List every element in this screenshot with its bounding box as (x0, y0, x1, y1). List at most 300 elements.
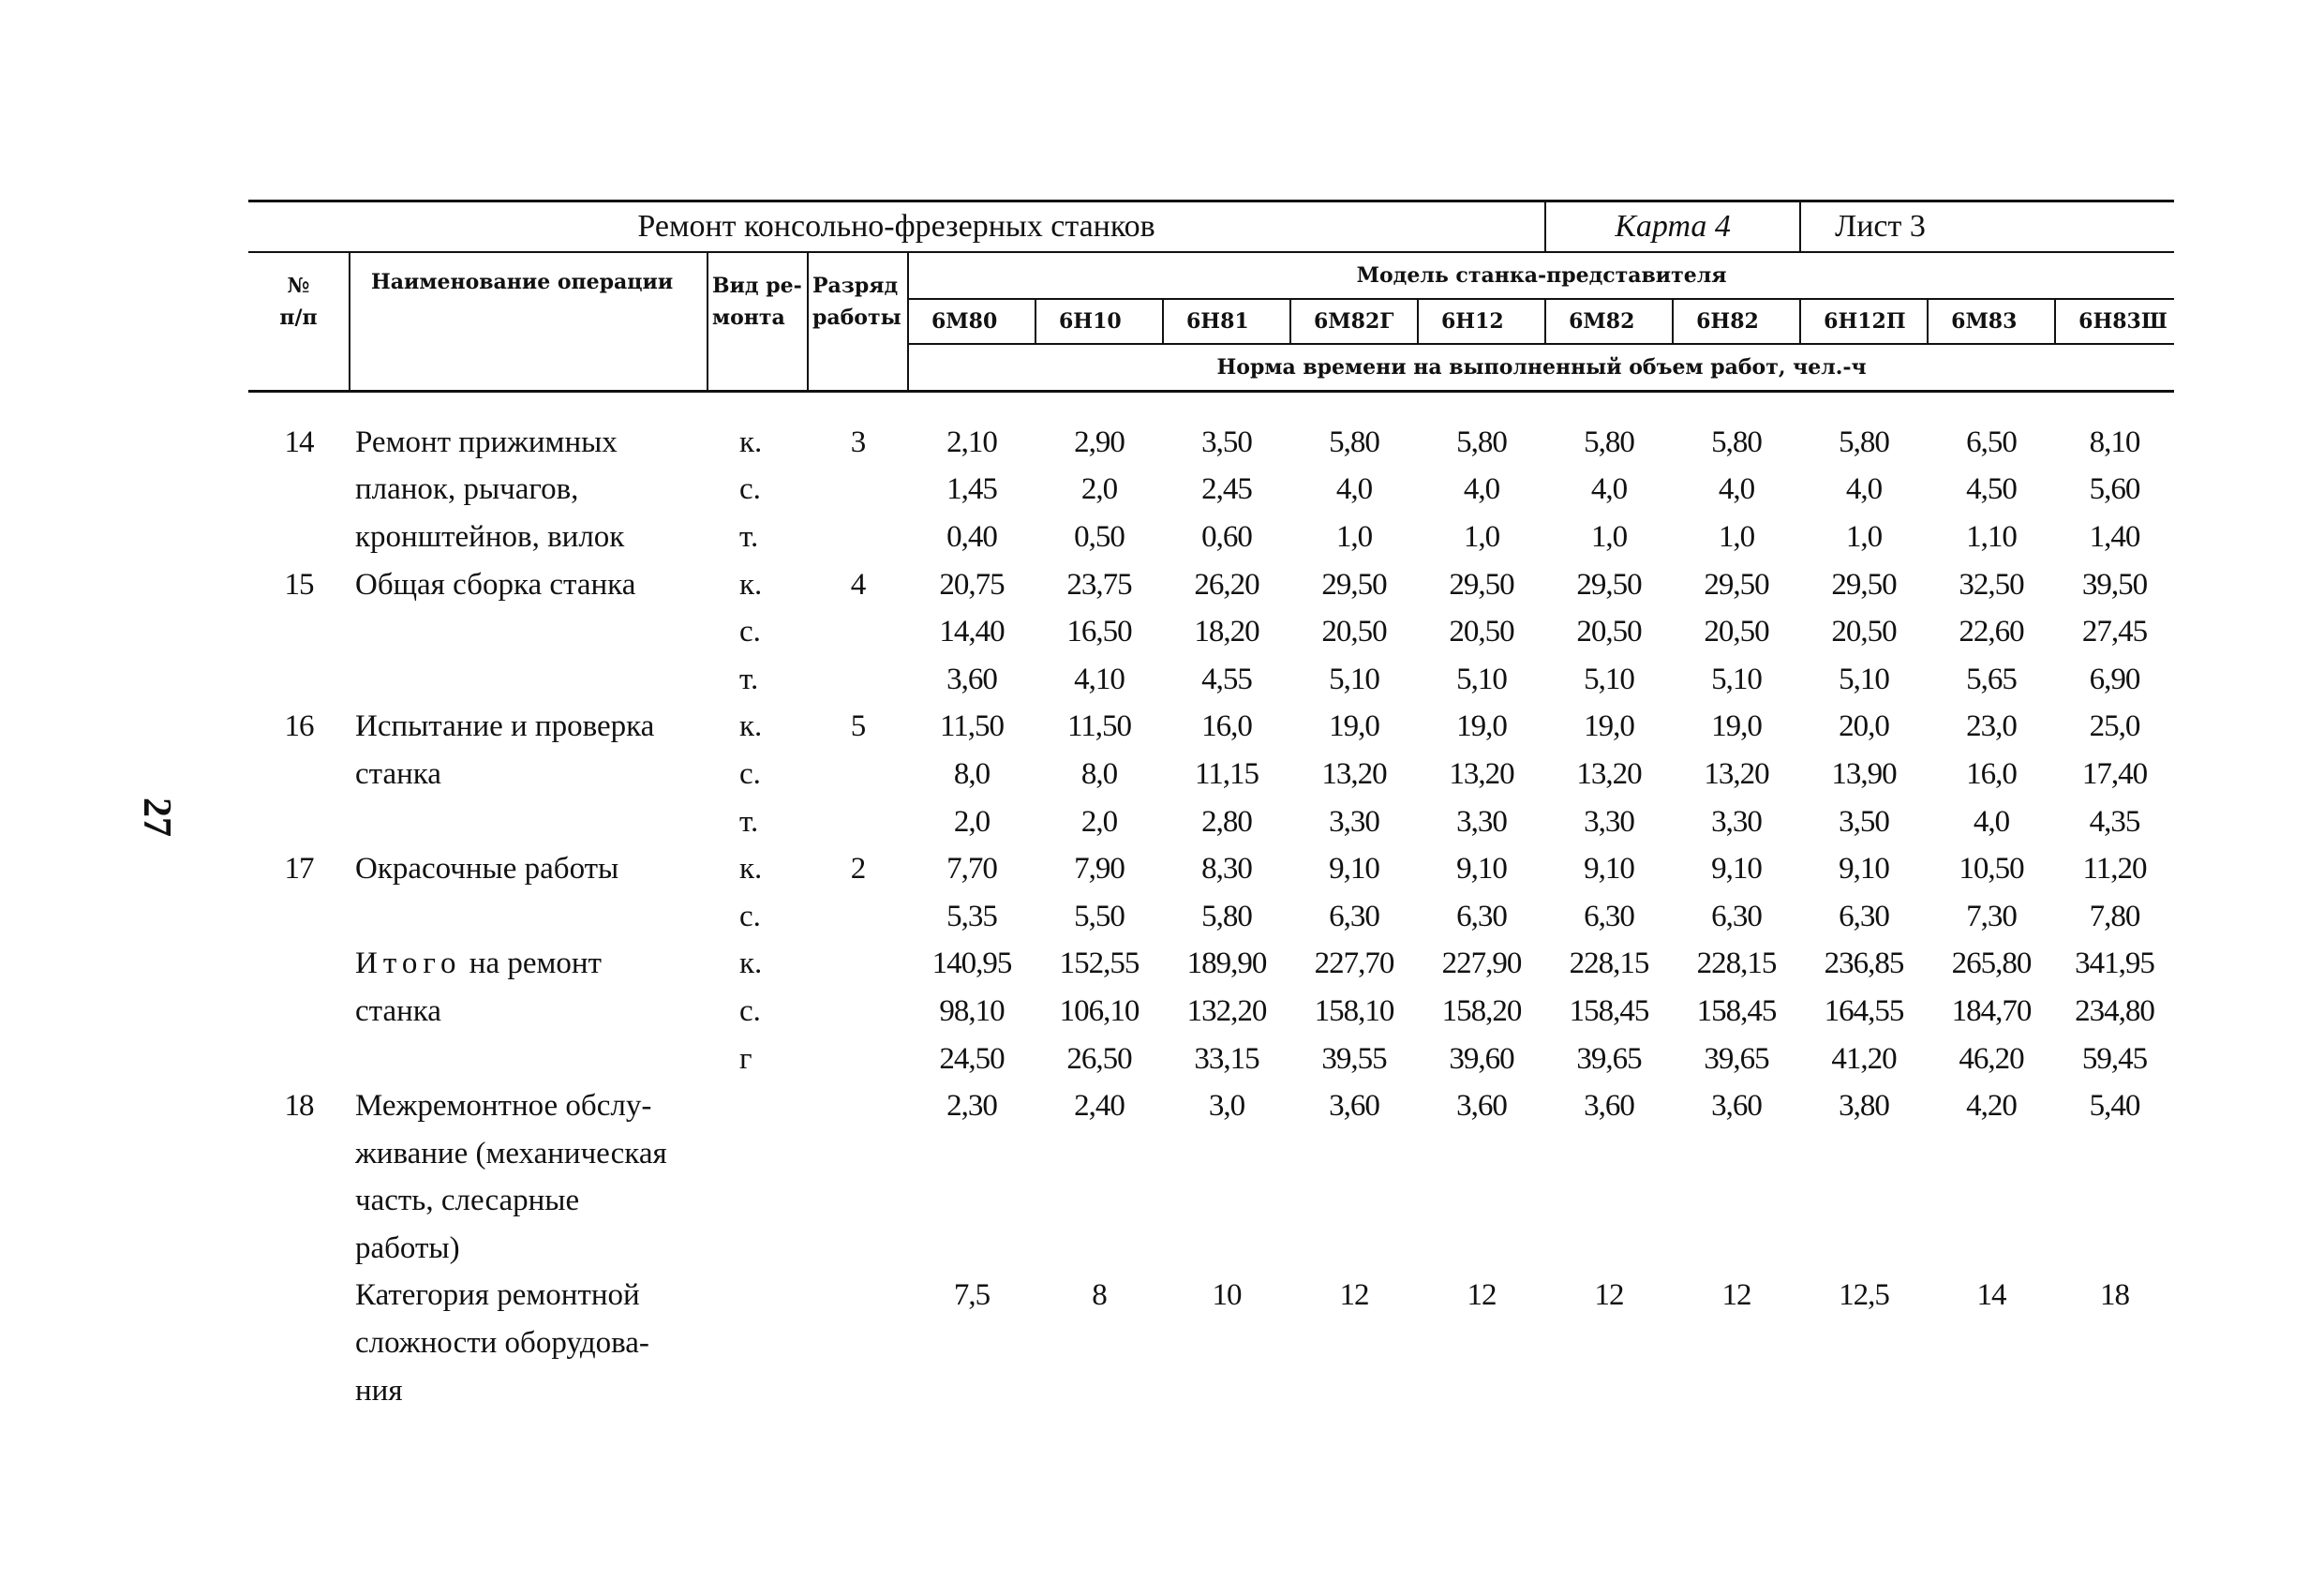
work-grade (808, 608, 908, 656)
row-number (248, 1225, 350, 1273)
norm-value: 6,30 (1584, 899, 1634, 933)
total-value: 26,50 (1066, 1041, 1132, 1076)
norm-value: 5,60 (2089, 472, 2140, 507)
category-value (1418, 1319, 1545, 1367)
category-value (908, 1319, 1035, 1367)
norm-value: 13,20 (1321, 756, 1387, 791)
model-6n10: 6Н10 (1035, 299, 1163, 344)
total-value: 158,45 (1696, 993, 1777, 1028)
norm-value: 9,10 (1456, 852, 1507, 887)
norm-value: 20,50 (1831, 615, 1897, 649)
row-number (248, 1130, 350, 1178)
norm-value: 3,60 (946, 662, 997, 696)
col-kind-header: Вид ре- монта (708, 252, 808, 392)
norm-value: 0,40 (946, 519, 997, 554)
norm-value: 4,0 (1845, 472, 1883, 507)
norm-value: 3,60 (1329, 1089, 1379, 1124)
norm-value: 3,0 (1208, 1089, 1245, 1124)
norm-value: 5,35 (946, 899, 997, 933)
repair-kind (708, 1319, 808, 1367)
work-grade (808, 1367, 908, 1415)
total-value: 236,85 (1824, 947, 1904, 981)
norm-value (1163, 1225, 1290, 1273)
row-number: 16 (284, 709, 314, 744)
norm-value: 26,20 (1194, 567, 1259, 602)
table-row (248, 419, 2174, 467)
norm-table-document (248, 200, 2174, 1414)
norm-value: 5,65 (1966, 662, 2017, 696)
total-value: 341,95 (2075, 947, 2154, 981)
model-6m82: 6М82 (1545, 299, 1673, 344)
norm-value: 5,10 (1456, 662, 1507, 696)
operation-name: Общая сборка станка (355, 567, 636, 602)
norm-value: 11,20 (2082, 852, 2147, 887)
table-row (248, 1319, 2174, 1367)
total-label-spaced: Итого (355, 947, 462, 981)
norm-value: 19,0 (1584, 709, 1634, 744)
norm-value: 4,55 (1201, 662, 1252, 696)
norm-value (1800, 1225, 1928, 1273)
category-value: 18 (2100, 1278, 2129, 1313)
norm-value: 23,0 (1966, 709, 2017, 744)
norm-value: 7,30 (1966, 899, 2017, 933)
category-value: 7,5 (953, 1278, 991, 1313)
category-value: 12 (1721, 1278, 1751, 1313)
norm-value: 3,30 (1584, 804, 1634, 839)
row-number (248, 1319, 350, 1367)
table-row (248, 1178, 2174, 1226)
total-value: 98,10 (939, 993, 1005, 1028)
category-value (1673, 1367, 1800, 1415)
total-value: 140,95 (931, 947, 1012, 981)
norm-value: 8,30 (1201, 852, 1252, 887)
category-value (1035, 1319, 1163, 1367)
title-row (248, 201, 2174, 253)
table-row (248, 1225, 2174, 1273)
work-grade (808, 467, 908, 514)
norm-value: 27,45 (2081, 615, 2148, 649)
norm-value: 20,50 (1321, 615, 1387, 649)
total-value: 46,20 (1959, 1041, 2024, 1076)
norm-value (908, 1130, 1035, 1178)
norm-value: 5,50 (1074, 899, 1125, 933)
total-value: 24,50 (939, 1041, 1005, 1076)
operation-name: кронштейнов, вилок (355, 519, 625, 554)
repair-kind: с. (739, 615, 761, 649)
total-value: 189,90 (1186, 947, 1267, 981)
repair-kind (708, 1130, 808, 1178)
row-number (248, 798, 350, 846)
norm-value: 23,75 (1066, 567, 1132, 602)
total-value: 152,55 (1059, 947, 1140, 981)
category-value (1800, 1367, 1928, 1415)
repair-kind: с. (739, 756, 761, 791)
norm-value: 3,30 (1711, 804, 1762, 839)
work-grade: 3 (850, 425, 866, 459)
category-value (1928, 1367, 2055, 1415)
total-label (350, 941, 708, 989)
norm-value: 20,50 (1704, 615, 1769, 649)
category-value (1800, 1319, 1928, 1367)
work-grade (808, 656, 908, 704)
total-value: 227,90 (1441, 947, 1522, 981)
work-grade: 2 (850, 852, 866, 887)
row-number: 15 (284, 567, 314, 602)
norm-value: 7,80 (2089, 899, 2140, 933)
repair-kind: к. (739, 709, 763, 744)
table-row (248, 467, 2174, 514)
operation-name (350, 893, 708, 941)
row-number (248, 941, 350, 989)
total-value: 39,65 (1704, 1041, 1769, 1076)
norm-value: 29,50 (1449, 567, 1514, 602)
total-label-rest: на ремонт (461, 947, 602, 981)
norm-value: 4,0 (1590, 472, 1628, 507)
norm-value (1673, 1225, 1800, 1273)
total-value: 39,55 (1321, 1041, 1387, 1076)
category-value: 10 (1212, 1278, 1242, 1313)
total-value: 184,70 (1951, 993, 2032, 1028)
norm-value: 39,50 (2081, 567, 2148, 602)
work-grade (808, 941, 908, 989)
norm-value: 1,0 (1335, 519, 1373, 554)
total-value: 59,45 (2081, 1041, 2148, 1076)
norm-value: 4,0 (1973, 804, 2010, 839)
norm-value (2055, 1130, 2174, 1178)
norm-value: 4,20 (1966, 1089, 2017, 1124)
repair-kind: к. (739, 567, 763, 602)
card-label: Карта 4 (1545, 201, 1800, 253)
norm-value: 11,50 (939, 709, 1005, 744)
norm-value: 3,50 (1201, 425, 1252, 459)
work-grade (808, 1036, 908, 1083)
norm-value (1418, 1225, 1545, 1273)
norm-value: 16,50 (1066, 615, 1132, 649)
category-value (1035, 1367, 1163, 1415)
norm-value: 13,20 (1449, 756, 1514, 791)
operation-name: планок, рычагов, (355, 472, 579, 507)
norm-value: 5,10 (1329, 662, 1379, 696)
row-number: 14 (284, 425, 314, 459)
operation-name: станка (355, 756, 441, 791)
norm-value: 3,60 (1711, 1089, 1762, 1124)
norm-value (1800, 1178, 1928, 1226)
row-number (248, 1178, 350, 1226)
norm-value: 2,10 (946, 425, 997, 459)
operation-name (350, 656, 708, 704)
norm-value (1418, 1178, 1545, 1226)
model-6m80: 6М80 (908, 299, 1035, 344)
norm-value (1928, 1178, 2055, 1226)
norm-value: 1,0 (1845, 519, 1883, 554)
norm-value: 3,60 (1456, 1089, 1507, 1124)
work-grade (808, 751, 908, 798)
total-value: 158,10 (1314, 993, 1394, 1028)
norm-value: 6,30 (1711, 899, 1762, 933)
norm-value: 4,35 (2089, 804, 2140, 839)
norm-caption: Норма времени на выполненный объем работ, чел.-ч (908, 344, 2174, 392)
repair-kind: с. (739, 993, 761, 1028)
norm-value: 5,80 (1584, 425, 1634, 459)
norm-value: 19,0 (1711, 709, 1762, 744)
work-grade (808, 893, 908, 941)
norm-value (1290, 1178, 1418, 1226)
norm-value: 6,30 (1329, 899, 1379, 933)
total-label: станка (355, 993, 441, 1028)
table-row (248, 656, 2174, 704)
repair-kind: к. (739, 425, 763, 459)
norm-value: 29,50 (1831, 567, 1897, 602)
total-rows (248, 941, 2174, 1083)
total-value: 228,15 (1569, 947, 1649, 981)
norm-value: 16,0 (1201, 709, 1252, 744)
work-grade (808, 1225, 908, 1273)
norm-value: 1,0 (1718, 519, 1755, 554)
norm-value (1545, 1225, 1673, 1273)
repair-kind (708, 1225, 808, 1273)
norm-value: 3,50 (1839, 804, 1889, 839)
total-value: 164,55 (1824, 993, 1904, 1028)
model-6n81: 6Н81 (1163, 299, 1290, 344)
norm-value: 9,10 (1329, 852, 1379, 887)
data-rows (248, 419, 2174, 941)
total-value: 39,65 (1576, 1041, 1642, 1076)
norm-value: 4,0 (1463, 472, 1500, 507)
norm-value: 5,80 (1329, 425, 1379, 459)
model-6n12: 6Н12 (1418, 299, 1545, 344)
operation-name: Ремонт прижимных (355, 425, 618, 459)
norm-value (1800, 1130, 1928, 1178)
category-label: сложности оборудова- (355, 1326, 649, 1361)
work-grade (808, 798, 908, 846)
operation-name: Испытание и проверка (355, 709, 655, 744)
table-row (248, 704, 2174, 752)
operation-name (350, 608, 708, 656)
category-label: ния (355, 1373, 403, 1408)
row-number (248, 1367, 350, 1415)
norm-value: 20,75 (939, 567, 1005, 602)
norm-value: 6,50 (1966, 425, 2017, 459)
repair-kind (708, 1082, 808, 1130)
operation-name: Окрасочные работы (355, 852, 619, 887)
norm-table-body (248, 419, 2174, 1414)
category-value: 12 (1467, 1278, 1497, 1313)
table-header (248, 200, 2174, 393)
table-row (248, 514, 2174, 561)
repair-kind: к. (739, 947, 763, 981)
norm-value (2055, 1225, 2174, 1273)
norm-value: 20,50 (1449, 615, 1514, 649)
norm-value: 11,50 (1066, 709, 1132, 744)
norm-value: 5,10 (1839, 662, 1889, 696)
norm-value: 3,60 (1584, 1089, 1634, 1124)
table-row (248, 1130, 2174, 1178)
total-row (248, 941, 2174, 989)
row-number: 17 (284, 852, 314, 887)
row-number (248, 751, 350, 798)
operation-name: работы) (355, 1230, 460, 1265)
col-num-header: № п/п (248, 252, 350, 392)
norm-value (1673, 1178, 1800, 1226)
row-number (248, 1273, 350, 1320)
repair-kind: с. (739, 899, 761, 933)
category-value: 12,5 (1839, 1278, 1889, 1313)
category-value: 14 (1976, 1278, 2006, 1313)
work-grade (808, 514, 908, 561)
row-number (248, 514, 350, 561)
row-18 (248, 1082, 2174, 1272)
norm-value: 17,40 (2081, 756, 2148, 791)
repair-kind: т. (739, 519, 759, 554)
row-number: 18 (284, 1089, 314, 1124)
model-6n12p: 6Н12П (1800, 299, 1928, 344)
norm-value: 20,50 (1576, 615, 1642, 649)
norm-value (1928, 1130, 2055, 1178)
total-value: 39,60 (1449, 1041, 1514, 1076)
model-6n82: 6Н82 (1673, 299, 1800, 344)
table-title: Ремонт консольно-фрезерных станков (248, 201, 1545, 253)
norm-value (1290, 1225, 1418, 1273)
total-row (248, 988, 2174, 1036)
norm-value: 4,50 (1966, 472, 2017, 507)
norm-value: 5,80 (1201, 899, 1252, 933)
row-number (248, 988, 350, 1036)
norm-value: 10,50 (1959, 852, 2024, 887)
repair-kind: т. (739, 804, 759, 839)
norm-value: 3,30 (1329, 804, 1379, 839)
row-number (248, 608, 350, 656)
work-grade: 5 (850, 709, 866, 744)
row-number (248, 1036, 350, 1083)
norm-value (1035, 1178, 1163, 1226)
model-6m83: 6М83 (1928, 299, 2055, 344)
norm-value: 19,0 (1456, 709, 1507, 744)
total-label (350, 1036, 708, 1083)
table-row (248, 561, 2174, 609)
norm-value: 29,50 (1321, 567, 1387, 602)
repair-kind: т. (739, 662, 759, 696)
row-number (248, 893, 350, 941)
norm-value: 4,0 (1335, 472, 1373, 507)
norm-value: 4,0 (1718, 472, 1755, 507)
operation-name: Межремонтное обслу- (355, 1089, 652, 1124)
row-number (248, 656, 350, 704)
norm-value: 22,60 (1959, 615, 2024, 649)
norm-value: 29,50 (1576, 567, 1642, 602)
table-row (248, 608, 2174, 656)
category-value (2055, 1319, 2174, 1367)
total-value: 33,15 (1194, 1041, 1259, 1076)
repair-kind (708, 1178, 808, 1226)
norm-value: 1,10 (1966, 519, 2017, 554)
total-value: 158,20 (1441, 993, 1522, 1028)
table-row (248, 845, 2174, 893)
total-row (248, 1036, 2174, 1083)
category-rows (248, 1273, 2174, 1415)
total-value: 228,15 (1696, 947, 1777, 981)
row-number (248, 467, 350, 514)
total-value: 132,20 (1186, 993, 1267, 1028)
work-grade (808, 988, 908, 1036)
total-value: 227,70 (1314, 947, 1394, 981)
table-row (248, 893, 2174, 941)
category-value (2055, 1367, 2174, 1415)
norm-value (1035, 1130, 1163, 1178)
norm-value (908, 1225, 1035, 1273)
norm-value: 1,0 (1590, 519, 1628, 554)
norm-value: 13,90 (1831, 756, 1897, 791)
category-value (1290, 1367, 1418, 1415)
norm-value (1163, 1130, 1290, 1178)
category-value (1545, 1319, 1673, 1367)
norm-value: 0,60 (1201, 519, 1252, 554)
norm-value: 19,0 (1329, 709, 1379, 744)
norm-value: 5,10 (1711, 662, 1762, 696)
work-grade (808, 1273, 908, 1320)
norm-value (1928, 1225, 2055, 1273)
col-name-header: Наименование операции (350, 252, 708, 392)
norm-value (1290, 1130, 1418, 1178)
norm-value: 32,50 (1959, 567, 2024, 602)
norm-value: 5,40 (2089, 1089, 2140, 1124)
norm-value: 2,0 (1080, 804, 1118, 839)
category-value (1418, 1367, 1545, 1415)
norm-value (1035, 1225, 1163, 1273)
header-row-1 (248, 252, 2174, 299)
norm-value: 6,30 (1839, 899, 1889, 933)
norm-value: 0,50 (1074, 519, 1125, 554)
norm-value: 5,80 (1456, 425, 1507, 459)
category-value: 8 (1092, 1278, 1107, 1313)
category-label: Категория ремонтной (355, 1278, 640, 1313)
norm-value: 1,0 (1463, 519, 1500, 554)
work-grade (808, 1178, 908, 1226)
repair-kind (708, 1367, 808, 1415)
norm-value: 29,50 (1704, 567, 1769, 602)
work-grade (808, 1082, 908, 1130)
category-value: 12 (1339, 1278, 1369, 1313)
norm-value: 8,0 (1080, 756, 1118, 791)
norm-value: 4,10 (1074, 662, 1125, 696)
norm-value: 6,30 (1456, 899, 1507, 933)
operation-name (350, 798, 708, 846)
norm-value: 5,80 (1839, 425, 1889, 459)
category-value (1545, 1367, 1673, 1415)
operation-name: часть, слесарные (355, 1184, 580, 1218)
norm-value: 2,80 (1201, 804, 1252, 839)
norm-value (1673, 1130, 1800, 1178)
model-6n83sh: 6Н83Ш (2055, 299, 2174, 344)
norm-value: 3,80 (1839, 1089, 1889, 1124)
models-caption: Модель станка-представителя (908, 252, 2174, 299)
repair-kind: с. (739, 472, 761, 507)
norm-value: 2,0 (1080, 472, 1118, 507)
repair-kind: г (739, 1041, 752, 1076)
norm-value: 18,20 (1194, 615, 1259, 649)
norm-value (1163, 1178, 1290, 1226)
norm-value: 8,10 (2089, 425, 2140, 459)
total-value: 234,80 (2075, 993, 2154, 1028)
category-value (908, 1367, 1035, 1415)
norm-value: 9,10 (1839, 852, 1889, 887)
category-value (1928, 1319, 2055, 1367)
norm-value: 20,0 (1839, 709, 1889, 744)
norm-value (2055, 1178, 2174, 1226)
norm-value: 11,15 (1194, 756, 1259, 791)
norm-value: 5,10 (1584, 662, 1634, 696)
norm-value: 1,40 (2089, 519, 2140, 554)
table-row (248, 1367, 2174, 1415)
